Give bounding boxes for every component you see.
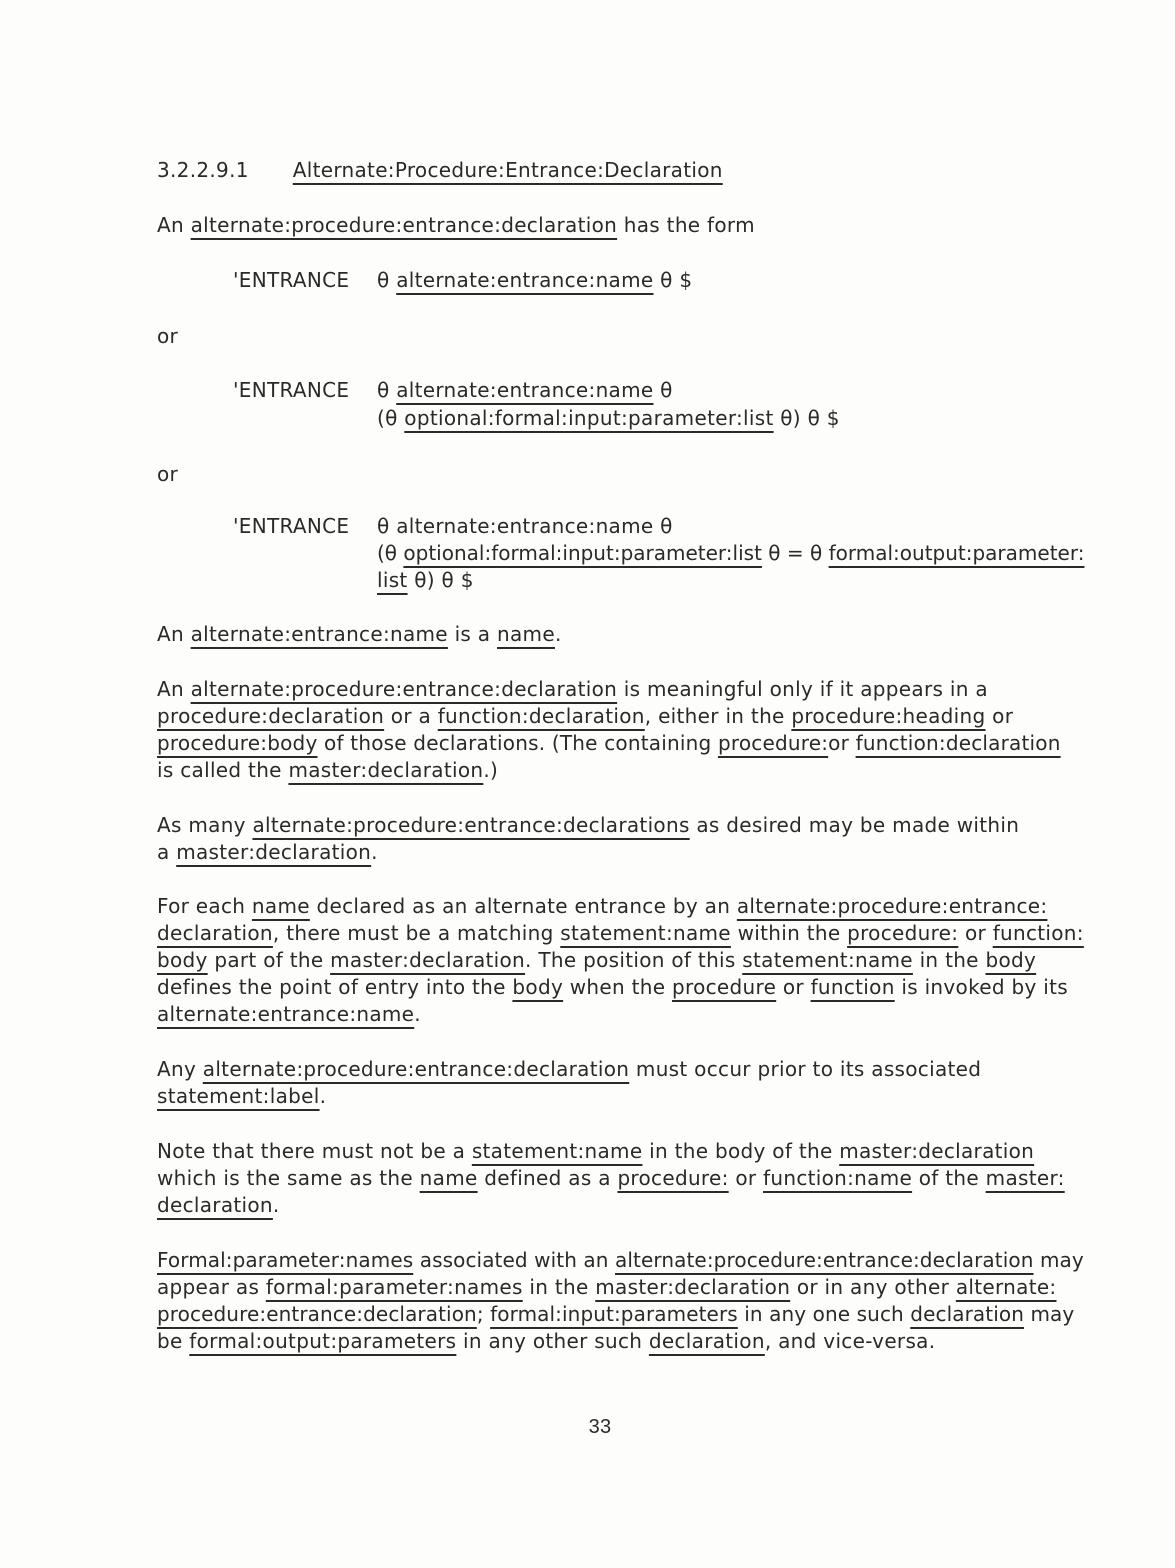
text: or (985, 704, 1014, 728)
text: be (157, 1329, 190, 1353)
text: As many (157, 813, 253, 837)
text: defined as a (477, 1166, 618, 1190)
text: θ (377, 514, 397, 538)
paragraph-2-line-1 (157, 677, 988, 701)
term: formal:parameter:names (265, 1275, 523, 1299)
term: master:declaration (839, 1139, 1035, 1163)
text: , there must be a matching (272, 921, 561, 945)
term: optional:formal:input:parameter:list (403, 541, 762, 565)
paragraph-2-line-4 (157, 758, 498, 782)
term: procedure:body (157, 731, 318, 755)
form-2-line1 (377, 378, 673, 402)
paragraph-4-line-4 (157, 975, 1068, 999)
text: or in any other (790, 1275, 956, 1299)
text: in the (522, 1275, 596, 1299)
text: is invoked by its (894, 975, 1069, 999)
paragraph-7-line-1 (157, 1248, 1084, 1272)
term: declaration (910, 1302, 1024, 1326)
term: alternate:procedure:entrance: (736, 894, 1048, 918)
term: procedure:entrance:declaration (157, 1302, 477, 1326)
text: may (1023, 1302, 1075, 1326)
term: function:name (763, 1166, 913, 1190)
text: associated with an (413, 1248, 616, 1272)
text: .) (483, 758, 499, 782)
text: . (319, 1084, 327, 1108)
term: formal:output:parameter: (828, 541, 1085, 565)
paragraph-4-line-3 (157, 948, 1036, 972)
paragraph-3-line-1 (157, 813, 1019, 837)
term: master:declaration (330, 948, 526, 972)
text: in any other such (456, 1329, 649, 1353)
text: Note that there must not be a (157, 1139, 472, 1163)
term: statement:label (157, 1084, 320, 1108)
term: alternate:entrance:name (190, 622, 448, 646)
text: or (828, 731, 856, 755)
paragraph-7-line-4 (157, 1329, 935, 1353)
section-title: Alternate:Procedure:Entrance:Declaration (292, 158, 723, 182)
term: body (512, 975, 564, 999)
paragraph-7-line-3 (157, 1302, 1074, 1326)
text: when the (563, 975, 673, 999)
text: which is the same as the (157, 1166, 420, 1190)
text: An (157, 622, 191, 646)
paragraph-2-line-2 (157, 704, 1013, 728)
term: formal:input:parameters (490, 1302, 738, 1326)
term: procedure: (717, 731, 829, 755)
form-3-keyword: 'ENTRANCE (233, 514, 350, 538)
text: part of the (207, 948, 331, 972)
term: alternate:procedure:entrance:declaration (190, 677, 618, 701)
form-3-line1 (377, 514, 673, 538)
text: within the (730, 921, 848, 945)
paragraph-6-line-2 (157, 1166, 1065, 1190)
text: , either in the (644, 704, 792, 728)
term: declaration (648, 1329, 765, 1353)
form-1-keyword: 'ENTRANCE (233, 268, 350, 292)
text: θ (377, 268, 397, 292)
or-separator-2: or (157, 462, 179, 486)
term: optional:formal:input:parameter:list (404, 406, 774, 430)
term: alternate:entrance:name (396, 514, 654, 538)
term: statement:name (471, 1139, 643, 1163)
text: or (958, 921, 993, 945)
text: . (554, 622, 562, 646)
term: alternate:procedure:entrance:declaration (202, 1057, 630, 1081)
term: name (419, 1166, 478, 1190)
term: name (251, 894, 310, 918)
text: (θ (377, 406, 405, 430)
term: master:declaration (288, 758, 484, 782)
text: θ (653, 514, 673, 538)
text: has the form (617, 213, 755, 237)
text: An (157, 677, 191, 701)
text: of the (912, 1166, 986, 1190)
term: list (377, 568, 408, 592)
term: declaration (157, 921, 273, 945)
term: formal:output:parameters (189, 1329, 457, 1353)
text: θ $ (653, 268, 693, 292)
term: body (985, 948, 1037, 972)
form-3-line3 (377, 568, 474, 592)
text: as desired may be made within (689, 813, 1020, 837)
text: is meaningful only if it appears in a (617, 677, 988, 701)
text: θ (653, 378, 673, 402)
term: alternate:procedure:entrance:declarations (252, 813, 690, 837)
text: . (371, 840, 378, 864)
text: An (157, 213, 191, 237)
term: statement:name (742, 948, 913, 972)
term: function:declaration (437, 704, 645, 728)
paragraph-4-line-5 (157, 1002, 421, 1026)
text: appear as (157, 1275, 266, 1299)
text: , and vice-versa. (764, 1329, 936, 1353)
text: in the body of the (642, 1139, 840, 1163)
term: procedure: (847, 921, 959, 945)
form-2-keyword: 'ENTRANCE (233, 378, 350, 402)
text: . (272, 1193, 280, 1217)
form-2-line2 (377, 406, 840, 430)
term: statement:name (560, 921, 731, 945)
text: or a (384, 704, 438, 728)
text: or (728, 1166, 764, 1190)
term: function: (992, 921, 1084, 945)
text: θ) θ $ (407, 568, 474, 592)
term: procedure:declaration (157, 704, 385, 728)
text: defines the point of entry into the (157, 975, 513, 999)
term: alternate:entrance:name (396, 378, 654, 402)
term: procedure:heading (791, 704, 986, 728)
text: For each (157, 894, 252, 918)
paragraph-7-line-2 (157, 1275, 1056, 1299)
paragraph-2-line-3 (157, 731, 1061, 755)
paragraph-4-line-1 (157, 894, 1047, 918)
text: ; (476, 1302, 491, 1326)
text: is a (447, 622, 498, 646)
text: of those declarations. (The containing (317, 731, 718, 755)
text: (θ (377, 541, 404, 565)
term: master:declaration (595, 1275, 791, 1299)
text: in the (912, 948, 986, 972)
term: master: (985, 1166, 1065, 1190)
text: is called the (157, 758, 289, 782)
text: must occur prior to its associated (629, 1057, 982, 1081)
form-3-line2 (377, 541, 1084, 565)
paragraph-3-line-2 (157, 840, 378, 864)
term: body (157, 948, 208, 972)
form-1-line1 (377, 268, 692, 292)
text: θ) θ $ (773, 406, 840, 430)
text: a (157, 840, 177, 864)
term: alternate: (955, 1275, 1057, 1299)
paragraph-5-line-2 (157, 1084, 326, 1108)
text: . (414, 1002, 421, 1026)
term: declaration (157, 1193, 273, 1217)
term: procedure: (617, 1166, 729, 1190)
paragraph-6-line-1 (157, 1139, 1034, 1163)
text: in any one such (737, 1302, 911, 1326)
text: declared as an alternate entrance by an (309, 894, 737, 918)
page-number: 33 (588, 1416, 612, 1438)
paragraph-1 (157, 622, 562, 646)
term: alternate:procedure:entrance:declaration (615, 1248, 1034, 1272)
term: alternate:entrance:name (396, 268, 654, 292)
paragraph-6-line-3 (157, 1193, 280, 1217)
term: alternate:procedure:entrance:declaration (190, 213, 618, 237)
text: θ (377, 378, 397, 402)
text: θ = θ (761, 541, 829, 565)
paragraph-5-line-1 (157, 1057, 981, 1081)
text: Any (157, 1057, 203, 1081)
term: name (497, 622, 555, 646)
term: alternate:entrance:name (157, 1002, 415, 1026)
term: procedure (672, 975, 777, 999)
term: master:declaration (176, 840, 372, 864)
text: may (1033, 1248, 1084, 1272)
text: . The position of this (525, 948, 743, 972)
term: function (810, 975, 895, 999)
intro-line (157, 213, 755, 237)
text: or (776, 975, 811, 999)
section-heading (157, 158, 723, 182)
section-number: 3.2.2.9.1 (157, 158, 249, 182)
term: Formal:parameter:names (157, 1248, 414, 1272)
or-separator-1: or (157, 324, 179, 348)
paragraph-4-line-2 (157, 921, 1084, 945)
term: function:declaration (855, 731, 1061, 755)
